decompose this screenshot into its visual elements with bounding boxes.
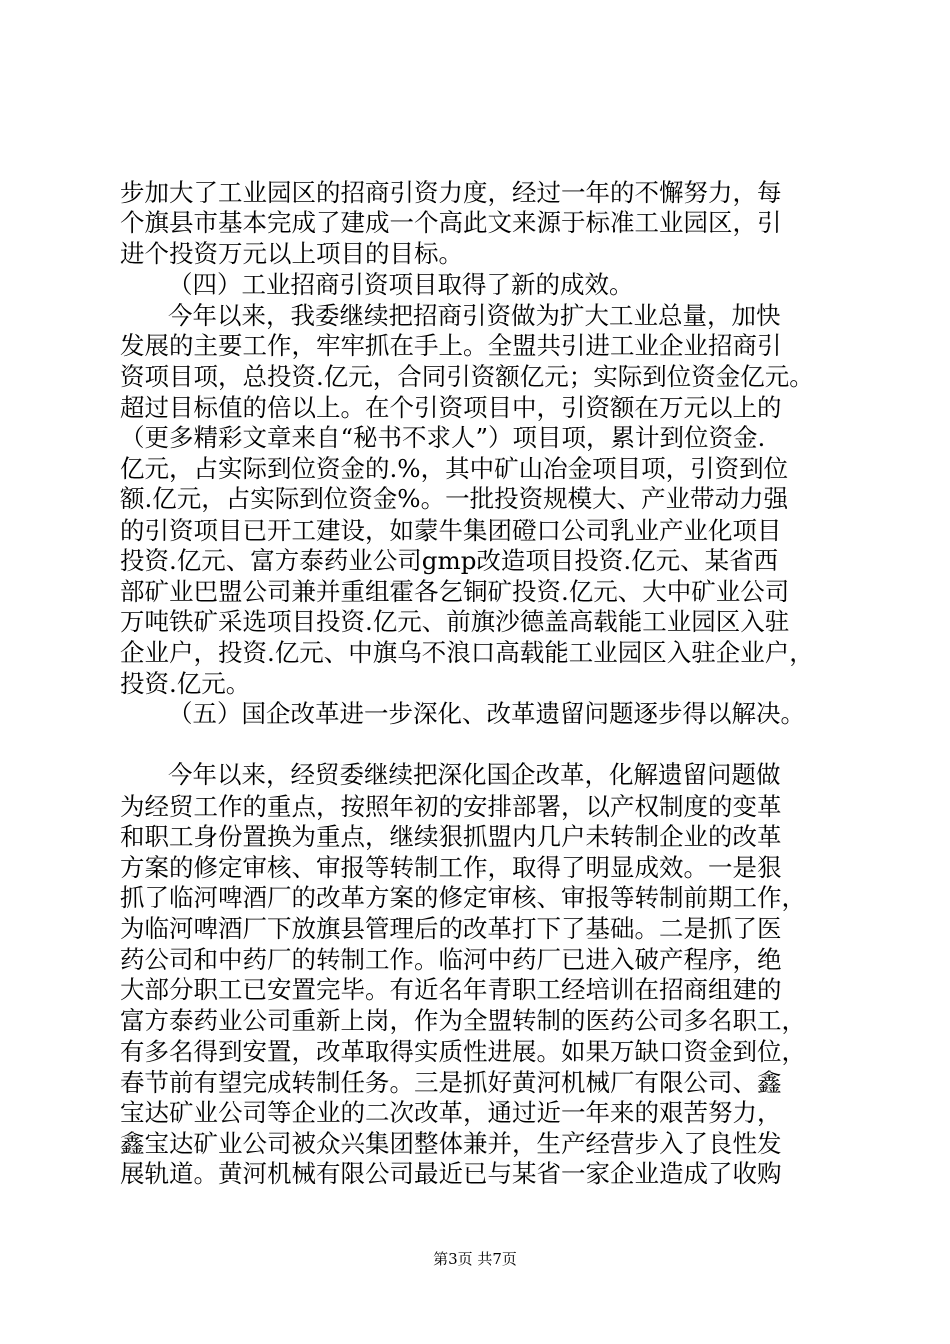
section-heading: （四）工业招商引资项目取得了新的成效。 xyxy=(168,270,634,299)
text-line: 大部分职工已安置完毕。有近名年青职工经培训在招商组建的 xyxy=(120,975,782,1004)
text-line: 亿元，占实际到位资金的.%，其中矿山冶金项目项，引资到位 xyxy=(120,454,789,483)
text-line: 抓了临河啤酒厂的改革方案的修定审核、审报等转制前期工作， xyxy=(120,883,806,912)
text-line: 宝达矿业公司等企业的二次改革，通过近一年来的艰苦努力， xyxy=(120,1098,782,1127)
text-line: 为临河啤酒厂下放旗县管理后的改革打下了基础。二是抓了医 xyxy=(120,914,782,943)
page-number-footer: 第3页 共7页 xyxy=(433,1250,517,1268)
text-line: 进个投资万元以上项目的目标。 xyxy=(120,239,463,268)
text-line: 展轨道。黄河机械有限公司最近已与某省一家企业造成了收购 xyxy=(120,1159,782,1188)
text-line: 资项目项，总投资.亿元，合同引资额亿元；实际到位资金亿元。 xyxy=(120,362,814,391)
text-line: 和职工身份置换为重点，继续狠抓盟内几户未转制企业的改革 xyxy=(120,822,782,851)
text-line: （更多精彩文章来自“秘书不求人”）项目项，累计到位资金. xyxy=(120,423,766,452)
text-line: 方案的修定审核、审报等转制工作，取得了明显成效。一是狠 xyxy=(120,853,782,882)
text-line: 为经贸工作的重点，按照年初的安排部署，以产权制度的变革 xyxy=(120,792,782,821)
text-line: 春节前有望完成转制任务。三是抓好黄河机械厂有限公司、鑫 xyxy=(120,1068,782,1097)
text-line: 万吨铁矿采选项目投资.亿元、前旗沙德盖高载能工业园区入驻 xyxy=(120,607,790,636)
text-line: 鑫宝达矿业公司被众兴集团整体兼并，生产经营步入了良性发 xyxy=(120,1129,782,1158)
text-line: 超过目标值的倍以上。在个引资项目中，引资额在万元以上的 xyxy=(120,393,782,422)
text-line: 投资.亿元。 xyxy=(120,669,251,698)
section-heading: （五）国企改革进一步深化、改革遗留问题逐步得以解决。 xyxy=(168,699,805,728)
text-line: 额.亿元，占实际到位资金%。一批投资规模大、产业带动力强 xyxy=(120,484,789,513)
text-line: 步加大了工业园区的招商引资力度，经过一年的不懈努力，每 xyxy=(120,178,782,207)
text-line: 部矿业巴盟公司兼并重组霍各乞铜矿投资.亿元、大中矿业公司 xyxy=(120,577,790,606)
paragraph-start: 今年以来，经贸委继续把深化国企改革，化解遗留问题做 xyxy=(168,760,781,789)
paragraph-start: 今年以来，我委继续把招商引资做为扩大工业总量，加快 xyxy=(168,301,781,330)
text-line: 个旗县市基本完成了建成一个高此文来源于标准工业园区，引 xyxy=(120,208,782,237)
text-line: 的引资项目已开工建设，如蒙牛集团磴口公司乳业产业化项目 xyxy=(120,516,782,545)
text-line: 药公司和中药厂的转制工作。临河中药厂已进入破产程序，绝 xyxy=(120,945,782,974)
text-line: 投资.亿元、富方泰药业公司gmp改造项目投资.亿元、某省西 xyxy=(120,546,779,575)
text-line: 发展的主要工作，牢牢抓在手上。全盟共引进工业企业招商引 xyxy=(120,331,782,360)
text-line: 企业户，投资.亿元、中旗乌不浪口高载能工业园区入驻企业户， xyxy=(120,638,814,667)
text-line: 富方泰药业公司重新上岗，作为全盟转制的医药公司多名职工， xyxy=(120,1006,806,1035)
text-line: 有多名得到安置，改革取得实质性进展。如果万缺口资金到位， xyxy=(120,1037,806,1066)
